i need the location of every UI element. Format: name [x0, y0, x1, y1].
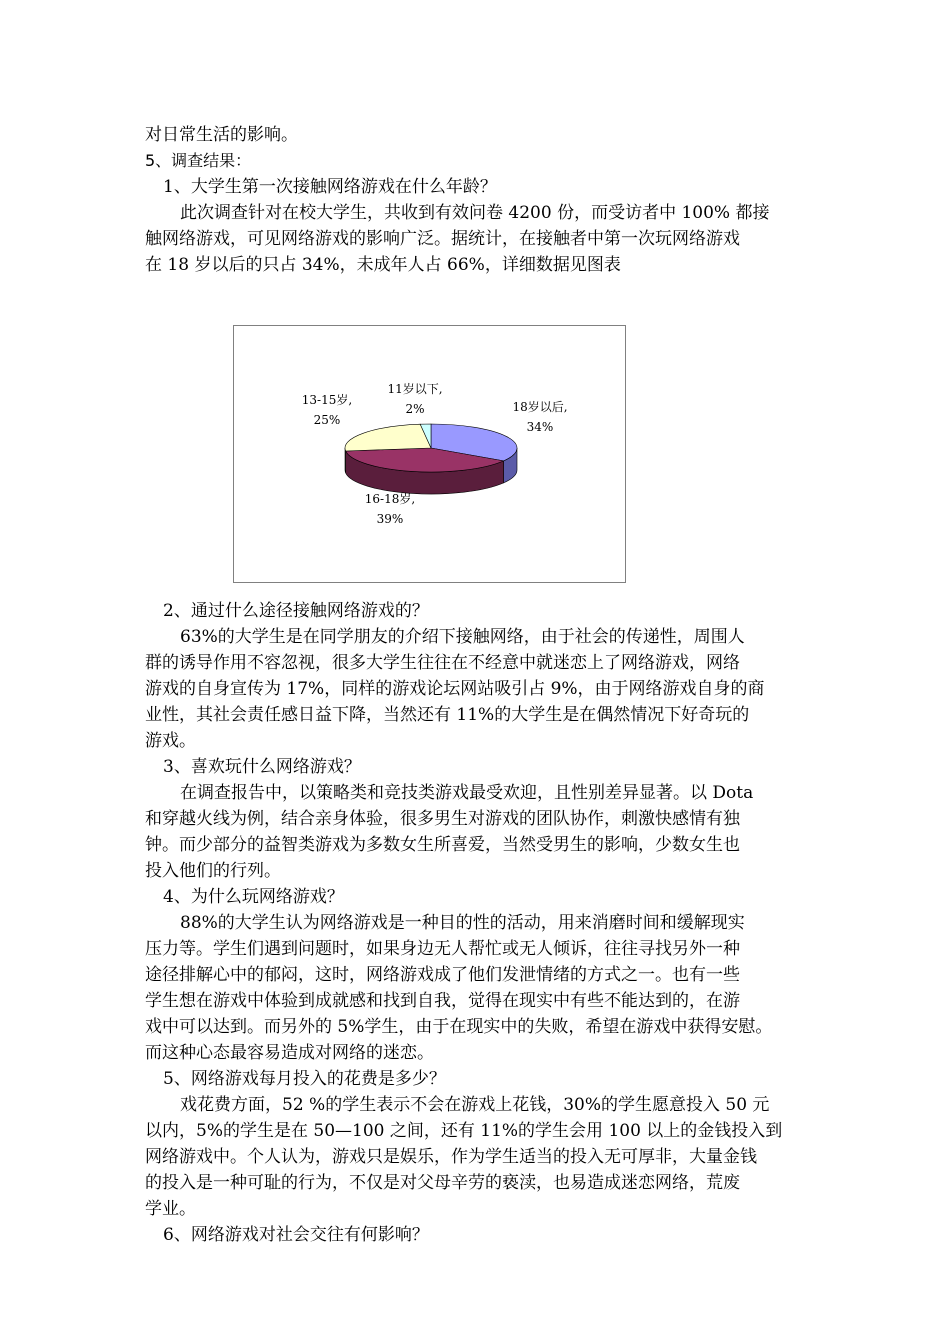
question-5-title: 5、网络游戏每月投入的花费是多少？	[163, 1069, 446, 1089]
q3-paragraph-line: 钟。而少部分的益智类游戏为多数女生所喜爱，当然受男生的影响，少数女生也	[145, 835, 740, 855]
pie-slice-label: 11岁以下,	[387, 382, 443, 396]
q1-paragraph-line: 在 18 岁以后的只占 34%，未成年人占 66%，详细数据见图表	[145, 255, 621, 275]
q5-paragraph-line: 戏花费方面，52 %的学生表示不会在游戏上花钱，30%的学生愿意投入 50 元	[180, 1095, 770, 1115]
pie-slice-label: 16-18岁,	[364, 492, 416, 506]
pie-slice-label: 18岁以后,	[512, 400, 568, 414]
q4-paragraph-line: 途径排解心中的郁闷，这时，网络游戏成了他们发泄情绪的方式之一。也有一些	[145, 965, 740, 985]
pie-slice-percent: 25%	[313, 413, 341, 427]
q2-paragraph-line: 业性，其社会责任感日益下降，当然还有 11%的大学生是在偶然情况下好奇玩的	[145, 705, 750, 725]
q3-paragraph-line: 和穿越火线为例，结合亲身体验，很多男生对游戏的团队协作，刺激快感情有独	[145, 809, 740, 829]
question-6-title: 6、网络游戏对社会交往有何影响？	[163, 1225, 429, 1245]
pie-slice-percent: 39%	[376, 512, 404, 526]
q3-paragraph-line: 投入他们的行列。	[145, 861, 281, 881]
q4-paragraph-line: 戏中可以达到。而另外的 5%学生，由于在现实中的失败，希望在游戏中获得安慰。	[145, 1017, 773, 1037]
q2-paragraph-line: 63%的大学生是在同学朋友的介绍下接触网络，由于社会的传递性，周围人	[180, 627, 745, 647]
q4-paragraph-line: 学生想在游戏中体验到成就感和找到自我，觉得在现实中有些不能达到的，在游	[145, 991, 740, 1011]
q4-paragraph-line: 压力等。学生们遇到问题时，如果身边无人帮忙或无人倾诉，往往寻找另外一种	[145, 939, 740, 959]
question-2-title: 2、通过什么途径接触网络游戏的？	[163, 601, 429, 621]
q1-paragraph-line: 触网络游戏，可见网络游戏的影响广泛。据统计，在接触者中第一次玩网络游戏	[145, 229, 740, 249]
q1-paragraph-line: 此次调查针对在校大学生，共收到有效问卷 4200 份，而受访者中 100% 都接	[180, 203, 770, 223]
pie-chart-svg	[234, 326, 627, 584]
question-4-title: 4、为什么玩网络游戏？	[163, 887, 344, 907]
q5-paragraph-line: 的投入是一种可耻的行为，不仅是对父母辛劳的亵渎，也易造成迷恋网络，荒废	[145, 1173, 740, 1193]
intro-tail-text: 对日常生活的影响。	[145, 125, 298, 145]
question-1-title: 1、大学生第一次接触网络游戏在什么年龄？	[163, 177, 497, 197]
q4-paragraph-line: 88%的大学生认为网络游戏是一种目的性的活动，用来消磨时间和缓解现实	[180, 913, 745, 933]
section-heading-results: 5、调查结果：	[145, 151, 252, 170]
age-pie-chart	[233, 325, 626, 583]
pie-slice-label: 13-15岁,	[301, 393, 353, 407]
q2-paragraph-line: 游戏。	[145, 731, 196, 751]
q5-paragraph-line: 网络游戏中。个人认为，游戏只是娱乐，作为学生适当的投入无可厚非，大量金钱	[145, 1147, 757, 1167]
q4-paragraph-line: 而这种心态最容易造成对网络的迷恋。	[145, 1043, 434, 1063]
pie-slice-percent: 34%	[526, 420, 554, 434]
pie-slice	[345, 424, 431, 451]
q3-paragraph-line: 在调查报告中，以策略类和竞技类游戏最受欢迎，且性别差异显著。以 Dota	[180, 783, 754, 803]
q5-paragraph-line: 以内，5%的学生是在 50—100 之间，还有 11%的学生会用 100 以上的金钱投入到	[145, 1121, 783, 1141]
q2-paragraph-line: 游戏的自身宣传为 17%，同样的游戏论坛网站吸引占 9%，由于网络游戏自身的商	[145, 679, 765, 699]
q5-paragraph-line: 学业。	[145, 1199, 196, 1219]
q2-paragraph-line: 群的诱导作用不容忽视，很多大学生往往在不经意中就迷恋上了网络游戏，网络	[145, 653, 740, 673]
pie-slice-percent: 2%	[405, 402, 425, 416]
pie-slice-side	[345, 448, 346, 473]
question-3-title: 3、喜欢玩什么网络游戏？	[163, 757, 361, 777]
